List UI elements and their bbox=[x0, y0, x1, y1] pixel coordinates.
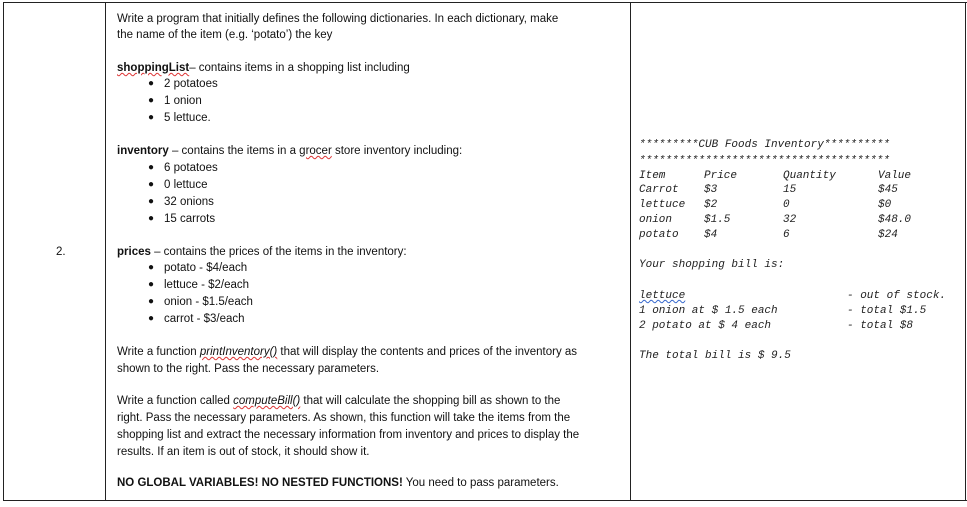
compute-bill-instruction: right. Pass the necessary parameters. As shown, this function will take the items from the bbox=[117, 412, 571, 424]
compute-bill-instruction: results. If an item is out of stock, it should show it. bbox=[117, 446, 370, 458]
dict-name: inventory bbox=[117, 145, 169, 157]
inventory-cell: $4 bbox=[704, 229, 718, 241]
list-item: 32 onions bbox=[164, 196, 214, 208]
text: that will calculate the shopping bill as shown to the bbox=[300, 395, 561, 407]
bill-heading: Your shopping bill is: bbox=[639, 259, 785, 271]
warning-text: You need to pass parameters. bbox=[402, 477, 559, 489]
bill-item: lettuce bbox=[639, 290, 686, 302]
bullet-icon: ● bbox=[148, 78, 155, 89]
bullet-icon: ● bbox=[148, 279, 155, 290]
inventory-cell: $2 bbox=[704, 199, 718, 211]
bullet-icon: ● bbox=[148, 196, 155, 207]
prices-heading bbox=[117, 244, 407, 260]
inventory-cell: $3 bbox=[704, 184, 718, 196]
dict-desc: – contains the prices of the items in the inventory: bbox=[150, 246, 407, 258]
bullet-icon: ● bbox=[148, 179, 155, 190]
dict-desc: – contains items in a shopping list including bbox=[189, 62, 410, 74]
text: that will display the contents and prices of the inventory as bbox=[277, 346, 578, 358]
column-divider-2 bbox=[630, 2, 631, 501]
table-border-bottom bbox=[3, 500, 967, 501]
table-border-right bbox=[965, 2, 966, 501]
bill-status: - out of stock. bbox=[847, 290, 947, 302]
compute-bill-instruction bbox=[117, 393, 560, 409]
inventory-cell: $1.5 bbox=[704, 214, 731, 226]
list-item: carrot - $3/each bbox=[164, 313, 245, 325]
column-divider-1 bbox=[105, 2, 106, 501]
shopping-list-heading bbox=[117, 60, 410, 76]
bill-item: 2 potato at $ 4 each bbox=[639, 320, 772, 332]
list-item: 0 lettuce bbox=[164, 179, 208, 191]
list-item: lettuce - $2/each bbox=[164, 279, 250, 291]
function-name: computeBill() bbox=[233, 395, 301, 407]
table-border-top bbox=[3, 2, 967, 3]
bullet-icon: ● bbox=[148, 262, 155, 273]
list-item: 5 lettuce. bbox=[164, 112, 211, 124]
inventory-cell: 0 bbox=[783, 199, 790, 211]
dict-desc: store inventory including: bbox=[331, 145, 463, 157]
bullet-icon: ● bbox=[148, 313, 155, 324]
inventory-cell: $48.0 bbox=[878, 214, 912, 226]
inventory-cell: $0 bbox=[878, 199, 892, 211]
row-number: 2. bbox=[56, 246, 66, 258]
bill-item: 1 onion at $ 1.5 each bbox=[639, 305, 778, 317]
dict-desc: – contains the items in a bbox=[168, 145, 300, 157]
bill-total: The total bill is $ 9.5 bbox=[639, 350, 791, 362]
inventory-cell: 32 bbox=[783, 214, 797, 226]
table-border-left bbox=[3, 2, 4, 501]
column-header: Item bbox=[639, 170, 666, 182]
list-item: 6 potatoes bbox=[164, 162, 218, 174]
warning-line bbox=[117, 475, 559, 491]
inventory-cell: $24 bbox=[878, 229, 898, 241]
inventory-cell: Carrot bbox=[639, 184, 679, 196]
column-header: Price bbox=[704, 170, 738, 182]
list-item: onion - $1.5/each bbox=[164, 296, 253, 308]
dict-name: shoppingList bbox=[117, 62, 190, 74]
inventory-heading bbox=[117, 143, 462, 159]
print-inventory-instruction bbox=[117, 344, 577, 360]
column-header: Quantity bbox=[783, 170, 836, 182]
bullet-icon: ● bbox=[148, 213, 155, 224]
text: Write a function bbox=[117, 346, 200, 358]
compute-bill-instruction: shopping list and extract the necessary information from inventory and prices to display the bbox=[117, 429, 580, 441]
list-item: potato - $4/each bbox=[164, 262, 248, 274]
dict-desc: grocer bbox=[299, 145, 332, 157]
bullet-icon: ● bbox=[148, 296, 155, 307]
bullet-icon: ● bbox=[148, 162, 155, 173]
column-header: Value bbox=[878, 170, 912, 182]
bill-status: - total $8 bbox=[847, 320, 914, 332]
inventory-cell: 6 bbox=[783, 229, 790, 241]
inventory-title: *********CUB Foods Inventory********** bbox=[639, 139, 890, 151]
dict-name: prices bbox=[117, 246, 151, 258]
inventory-cell: $45 bbox=[878, 184, 898, 196]
inventory-cell: 15 bbox=[783, 184, 797, 196]
text: Write a function called bbox=[117, 395, 234, 407]
bullet-icon: ● bbox=[148, 95, 155, 106]
intro-line: Write a program that initially defines the following dictionaries. In each dictionary, make bbox=[117, 13, 559, 25]
list-item: 2 potatoes bbox=[164, 78, 218, 90]
bill-status: - total $1.5 bbox=[847, 305, 927, 317]
inventory-cell: lettuce bbox=[639, 199, 686, 211]
inventory-cell: potato bbox=[639, 229, 679, 241]
list-item: 15 carrots bbox=[164, 213, 216, 225]
print-inventory-instruction: shown to the right. Pass the necessary parameters. bbox=[117, 363, 380, 375]
inventory-cell: onion bbox=[639, 214, 673, 226]
bullet-icon: ● bbox=[148, 112, 155, 123]
intro-line: the name of the item (e.g. ‘potato’) the key bbox=[117, 29, 333, 41]
function-name: printInventory() bbox=[199, 346, 278, 358]
stars-line: ************************************** bbox=[639, 155, 890, 167]
list-item: 1 onion bbox=[164, 95, 202, 107]
warning-bold: NO GLOBAL VARIABLES! NO NESTED FUNCTIONS! bbox=[117, 477, 403, 489]
